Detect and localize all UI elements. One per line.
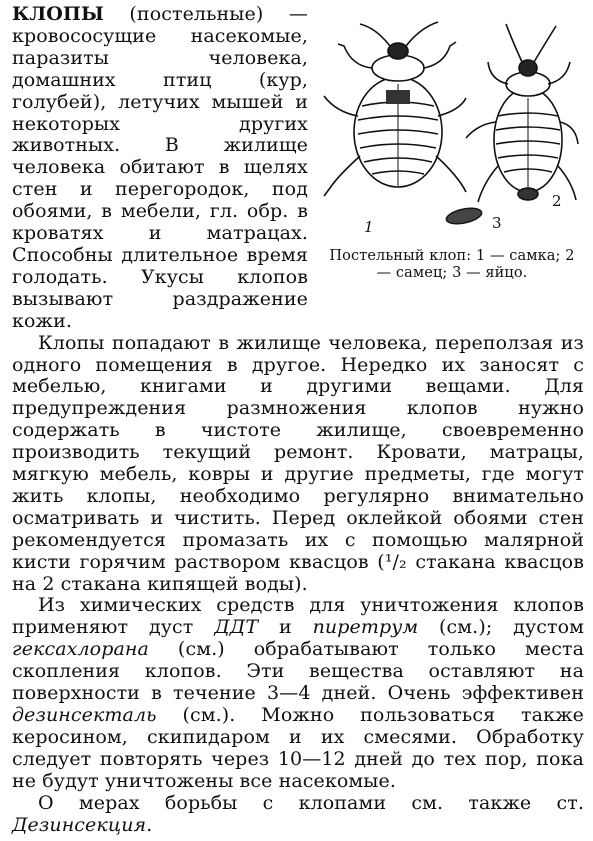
headword: КЛОПЫ [12, 3, 104, 25]
hexachlorane-term: гексахлорана [12, 638, 149, 661]
paragraph-see-also [12, 793, 584, 837]
see-also-end: . [146, 813, 153, 836]
chem-text-e: (см.). Можно пользоваться также керосином, скипидаром и их смесями. Обработку следует повторять через 10—12 дней до тех пор, пока не будут уничтожены все насекомые. [12, 704, 584, 792]
label-2: 2 [552, 192, 562, 210]
paragraph-chemicals [12, 595, 584, 792]
dezinsectal-term: дезинсекталь [12, 704, 157, 726]
chem-text-b: и [258, 616, 313, 639]
definition-text: (постельные) — кровососущие насекомые, паразиты человека, домашних птиц (кур, голубей), летучих мышей и некоторых других животных. В жилище человека обитают в щелях стен и перегородок, под обоями, в мебели, гл. обр. в кроватях и матрацах. Способны длительное время голодать. Укусы клопов вызывают раздражение кожи. [12, 3, 308, 332]
ddt-term: ДДТ [214, 616, 259, 639]
paragraph-spread [12, 333, 584, 596]
figure-caption: Постельный клоп: 1 — самка; 2 — самец; 3 — яйцо. [329, 248, 575, 281]
see-also-text: О мерах борьбы с клопами см. также ст. [38, 791, 584, 814]
female-bedbug-drawing [324, 22, 466, 196]
spread-text: Клопы попадают в жилище человека, переползая из одного помещения в другое. Нередко их заносят с мебелью, книгами и другими вещами. Для предупреждения размножения клопов нужно содержать в чистоте жилище, своевременно производить текущий ремонт. Кровати, матрацы, мягкую мебель, ковры и другие предметы, где могут жить клопы, необходимо регулярно внимательно осматривать и чистить. Перед оклейкой обоями стен рекомендуется промазать их с помощью малярной кисти горячим раствором квасцов ( [12, 331, 584, 573]
chem-text-d: (см.) обрабатывают только места скопления клопов. Эти вещества оставляют на поверхности в течение 3—4 дней. Очень эффективен [12, 638, 584, 705]
chem-text-c: (см.); дустом [418, 616, 585, 639]
egg-drawing [445, 205, 483, 226]
bedbug-illustration [316, 6, 584, 246]
pyrethrum-term: пиретрум [312, 616, 419, 639]
fraction: ¹/₂ [384, 550, 407, 573]
chem-text-a: Из химических средств для уничтожения клопов применяют дуст [12, 594, 584, 639]
cross-reference-link[interactable]: Дезинсекция [12, 813, 147, 836]
male-bedbug-drawing [466, 24, 578, 202]
label-1: 1 [364, 218, 374, 236]
spread-text-end: стакана квасцов на 2 стакана кипящей воды). [12, 550, 585, 595]
article-page [12, 4, 584, 836]
label-3: 3 [492, 214, 502, 232]
bedbug-figure [316, 6, 584, 318]
